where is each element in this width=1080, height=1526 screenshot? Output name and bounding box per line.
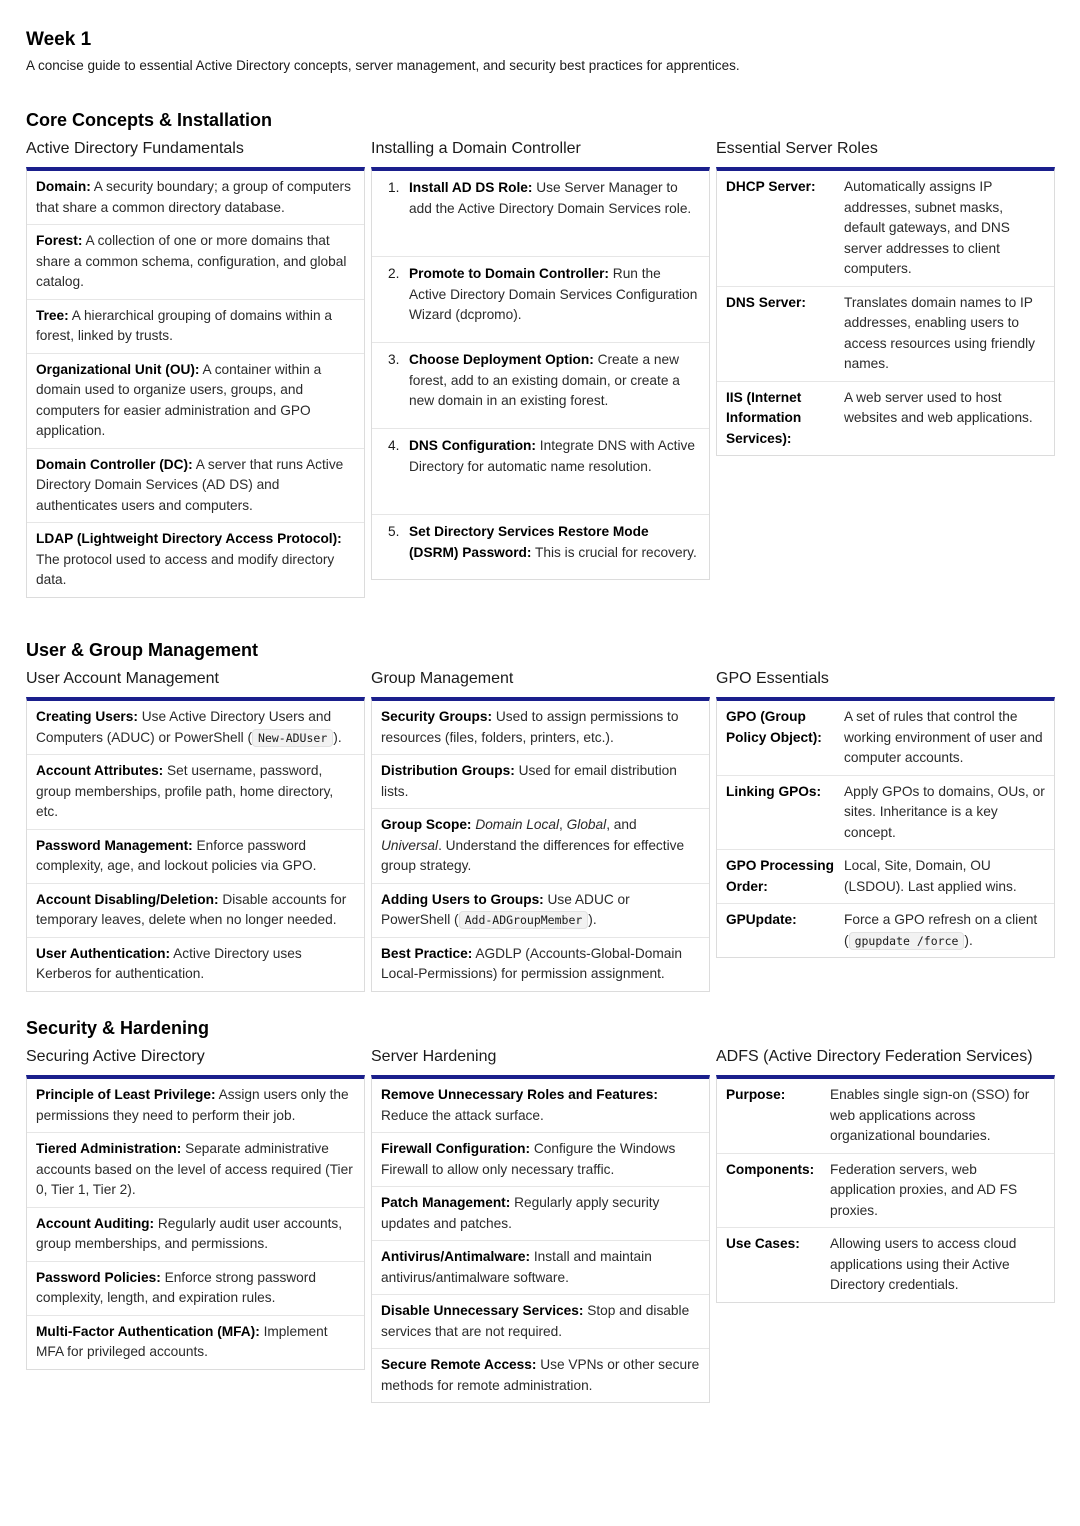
definition-term: Linking GPOs: — [726, 783, 822, 799]
list-item — [372, 755, 709, 809]
column-user-accounts — [26, 668, 365, 992]
item-text: Assign users only the permissions they need to perform their job. — [36, 1087, 349, 1123]
item-text: Active Directory uses Kerberos for authentication. — [36, 945, 302, 981]
step-number: 1. — [388, 180, 400, 195]
item-term: Patch Management: — [381, 1195, 511, 1210]
card — [371, 697, 710, 992]
definition-text: A set of rules that control the working environment of user and computer accounts. — [844, 709, 1043, 765]
item-term: Group Scope: — [381, 817, 472, 832]
item-text-after: ). — [333, 729, 342, 745]
item-term: User Authentication: — [36, 945, 171, 961]
step-number: 4. — [388, 438, 400, 453]
column-server-hardening — [371, 1046, 710, 1403]
card — [716, 697, 1055, 958]
list-item — [27, 830, 364, 884]
list-item — [372, 1295, 709, 1349]
item-text: Used for email distribution lists. — [381, 763, 677, 799]
item-text: Use VPNs or other secure methods for remote administration. — [381, 1357, 700, 1393]
item-term: Organizational Unit (OU): — [36, 361, 200, 377]
item-term: Security Groups: — [381, 709, 493, 724]
column-adfs — [716, 1046, 1055, 1303]
page-title: Week 1 — [26, 29, 92, 50]
list-item — [372, 1241, 709, 1295]
list-item — [27, 1079, 364, 1133]
list-item — [27, 884, 364, 938]
list-item — [372, 884, 709, 938]
column-title: Active Directory Fundamentals — [26, 140, 244, 157]
definition-item — [717, 171, 1054, 287]
column-title: Server Hardening — [371, 1048, 497, 1065]
item-term: Account Auditing: — [36, 1215, 155, 1231]
step-item — [372, 429, 709, 515]
list-item — [372, 1133, 709, 1187]
item-term: Remove Unnecessary Roles and Features: — [381, 1087, 658, 1102]
item-text-after: ). — [588, 912, 597, 927]
column-gpo-essentials — [716, 668, 1055, 958]
list-item — [27, 938, 364, 991]
card — [26, 167, 365, 598]
column-title: User Account Management — [26, 670, 219, 687]
step-text: Integrate DNS with Active Directory for automatic name resolution. — [409, 438, 695, 474]
step-text: Run the Active Directory Domain Services Configuration Wizard (dcpromo). — [409, 266, 698, 322]
column-server-roles — [716, 138, 1055, 456]
list-item — [27, 1133, 364, 1208]
list-item — [27, 523, 364, 597]
item-term: Account Disabling/Deletion: — [36, 891, 219, 907]
item-term: Creating Users: — [36, 709, 138, 724]
definition-term: GPO Processing Order: — [726, 858, 835, 894]
step-item — [372, 515, 709, 579]
column-installing-dc — [371, 138, 710, 580]
list-item — [372, 1079, 709, 1133]
list-item — [27, 354, 364, 449]
definition-item — [717, 776, 1054, 851]
step-item — [372, 343, 709, 429]
section-title: Core Concepts & Installation — [26, 110, 273, 130]
card — [26, 1075, 365, 1370]
item-term: Distribution Groups: — [381, 763, 515, 778]
inline-code: New-ADUser — [252, 729, 333, 747]
section-user-group-management — [26, 638, 1055, 992]
item-text: A hierarchical grouping of domains within a forest, linked by trusts. — [36, 307, 332, 343]
item-term: Domain: — [36, 179, 91, 194]
definition-text: Enables single sign-on (SSO) for web applications across organizational boundaries. — [830, 1087, 1030, 1143]
list-item — [27, 1262, 364, 1316]
list-item — [372, 1349, 709, 1402]
definition-text: Local, Site, Domain, OU (LSDOU). Last applied wins. — [844, 858, 1017, 894]
definition-term: IIS (Internet Information Services): — [726, 389, 802, 446]
step-number: 2. — [388, 266, 400, 281]
item-text: Enforce strong password complexity, length, and expiration rules. — [36, 1269, 316, 1305]
step-term: Promote to Domain Controller: — [409, 266, 609, 281]
column-title: Essential Server Roles — [716, 140, 878, 157]
section-title: Security & Hardening — [26, 1018, 210, 1038]
item-text: Regularly audit user accounts, group memberships, and permissions. — [36, 1215, 343, 1251]
item-term: Account Attributes: — [36, 763, 164, 778]
item-term: Secure Remote Access: — [381, 1357, 537, 1372]
card — [371, 1075, 710, 1403]
step-term: DNS Configuration: — [409, 438, 536, 453]
definition-item — [717, 1228, 1054, 1302]
card — [371, 167, 710, 580]
item-term: Disable Unnecessary Services: — [381, 1303, 584, 1318]
item-term: Domain Controller (DC): — [36, 456, 193, 472]
item-term: Tree: — [36, 307, 69, 323]
item-text: Configure the Windows Firewall to allow only necessary traffic. — [381, 1141, 676, 1177]
list-item — [27, 225, 364, 300]
item-text: Set username, password, group memberships, profile path, home directory, etc. — [36, 763, 334, 819]
item-term: Principle of Least Privilege: — [36, 1087, 216, 1102]
definition-term: Purpose: — [726, 1087, 786, 1102]
section-security-hardening — [26, 1016, 1055, 1403]
list-item — [372, 938, 709, 991]
definition-item — [717, 1154, 1054, 1229]
step-text: Create a new forest, add to an existing domain, or create a new domain in an existing forest. — [409, 352, 680, 408]
card — [716, 167, 1055, 456]
step-text: This is crucial for recovery. — [531, 544, 697, 560]
item-text: Implement MFA for privileged accounts. — [36, 1323, 328, 1359]
definition-text: Translates domain names to IP addresses, enabling users to access resources using friendly names. — [844, 294, 1035, 371]
column-title: Group Management — [371, 670, 514, 687]
inline-code: gpupdate /force — [849, 932, 965, 950]
item-term: Multi-Factor Authentication (MFA): — [36, 1323, 260, 1339]
list-item — [372, 809, 709, 884]
step-item — [372, 257, 709, 343]
item-text: Use ADUC or PowerShell ( — [381, 891, 630, 927]
definition-item — [717, 287, 1054, 382]
item-text: Reduce the attack surface. — [381, 1107, 544, 1123]
item-text: Separate administrative accounts based on the level of access required (Tier 0, Tier 1, Tier 2). — [36, 1141, 353, 1197]
item-term: Password Policies: — [36, 1269, 161, 1285]
section-core-concepts — [26, 108, 1055, 598]
item-text: A container within a domain used to organize users, groups, and computers for easier administration and GPO application. — [36, 361, 322, 438]
definition-term: GPO (Group Policy Object): — [726, 709, 822, 745]
step-text: Use Server Manager to add the Active Directory Domain Services role. — [409, 180, 692, 216]
definition-text: Apply GPOs to domains, OUs, or sites. Inheritance is a key concept. — [844, 783, 1045, 840]
definition-term: Use Cases: — [726, 1236, 800, 1251]
definition-item — [717, 1079, 1054, 1154]
item-term: Tiered Administration: — [36, 1141, 182, 1156]
item-term: Firewall Configuration: — [381, 1141, 531, 1156]
document-header — [26, 28, 1055, 75]
item-text: . Understand the differences for effective group strategy. — [381, 837, 685, 873]
item-term: Adding Users to Groups: — [381, 891, 544, 907]
item-text: A server that runs Active Directory Domain Services (AD DS) and authenticates users and computers. — [36, 456, 344, 513]
list-item — [27, 449, 364, 524]
definition-item — [717, 382, 1054, 456]
definition-text-after: ). — [964, 932, 973, 948]
step-item — [372, 171, 709, 257]
definition-text: Federation servers, web application proxies, and AD FS proxies. — [830, 1161, 1018, 1218]
definition-text: A web server used to host websites and web applications. — [844, 389, 1033, 425]
definition-term: DHCP Server: — [726, 179, 816, 194]
column-securing-ad — [26, 1046, 365, 1370]
column-group-management — [371, 668, 710, 992]
inline-code: Add-ADGroupMember — [459, 911, 589, 929]
item-text: Use Active Directory Users and Computers (ADUC) or PowerShell ( — [36, 709, 332, 745]
item-text: Used to assign permissions to resources (files, folders, printers, etc.). — [381, 709, 679, 745]
item-text: A collection of one or more domains that share a common schema, configuration, and global catalog. — [36, 233, 347, 289]
card — [716, 1075, 1055, 1303]
list-item — [27, 171, 364, 225]
definition-text: Force a GPO refresh on a client ( — [844, 912, 1038, 948]
definition-item — [717, 904, 1054, 957]
definition-item — [717, 701, 1054, 776]
step-number: 3. — [388, 352, 400, 367]
item-text: A security boundary; a group of computers that share a common directory database. — [36, 179, 351, 215]
list-item — [372, 701, 709, 755]
list-item — [27, 1316, 364, 1369]
scope-name: Domain Local — [475, 817, 560, 832]
item-term: Antivirus/Antimalware: — [381, 1249, 531, 1264]
column-title: ADFS (Active Directory Federation Services) — [716, 1048, 1033, 1065]
item-term: Best Practice: — [381, 945, 473, 961]
scope-separator: , and — [606, 817, 637, 832]
item-text: Stop and disable services that are not required. — [381, 1303, 690, 1339]
step-number: 5. — [388, 524, 400, 539]
item-text: Disable accounts for temporary leaves, delete when no longer needed. — [36, 891, 347, 927]
definition-term: Components: — [726, 1161, 815, 1177]
item-text: AGDLP (Accounts-Global-Domain Local-Permissions) for permission assignment. — [381, 945, 683, 981]
step-term: Install AD DS Role: — [409, 180, 533, 195]
card — [26, 697, 365, 992]
item-text: Enforce password complexity, age, and lockout policies via GPO. — [36, 837, 317, 873]
list-item — [27, 701, 364, 755]
definition-term: GPUpdate: — [726, 912, 797, 927]
column-title: GPO Essentials — [716, 670, 829, 687]
section-title: User & Group Management — [26, 640, 259, 660]
step-term: Set Directory Services Restore Mode (DSRM) Password: — [409, 524, 649, 560]
item-term: Password Management: — [36, 837, 193, 853]
item-text: Install and maintain antivirus/antimalware software. — [381, 1249, 652, 1285]
column-title: Securing Active Directory — [26, 1048, 205, 1065]
list-item — [27, 1208, 364, 1262]
definition-text: Automatically assigns IP addresses, subnet masks, default gateways, and DNS server addresses to client computers. — [844, 179, 1010, 276]
list-item — [27, 755, 364, 830]
scope-name: Global — [566, 817, 607, 832]
item-text: The protocol used to access and modify directory data. — [36, 551, 335, 587]
column-ad-fundamentals — [26, 138, 365, 598]
list-item — [372, 1187, 709, 1241]
item-term: Forest: — [36, 233, 83, 248]
definition-item — [717, 850, 1054, 904]
scope-separator: , — [559, 817, 567, 832]
column-title: Installing a Domain Controller — [371, 140, 581, 157]
definition-term: DNS Server: — [726, 294, 806, 310]
page-subtitle: A concise guide to essential Active Directory concepts, server management, and security best practices for apprentices. — [26, 58, 740, 73]
list-item — [27, 300, 364, 354]
definition-text: Allowing users to access cloud applications using their Active Directory credentials. — [830, 1236, 1017, 1292]
scope-name: Universal — [381, 837, 439, 853]
item-term: LDAP (Lightweight Directory Access Protocol): — [36, 531, 342, 546]
item-text: Regularly apply security updates and patches. — [381, 1195, 660, 1231]
step-term: Choose Deployment Option: — [409, 352, 594, 367]
